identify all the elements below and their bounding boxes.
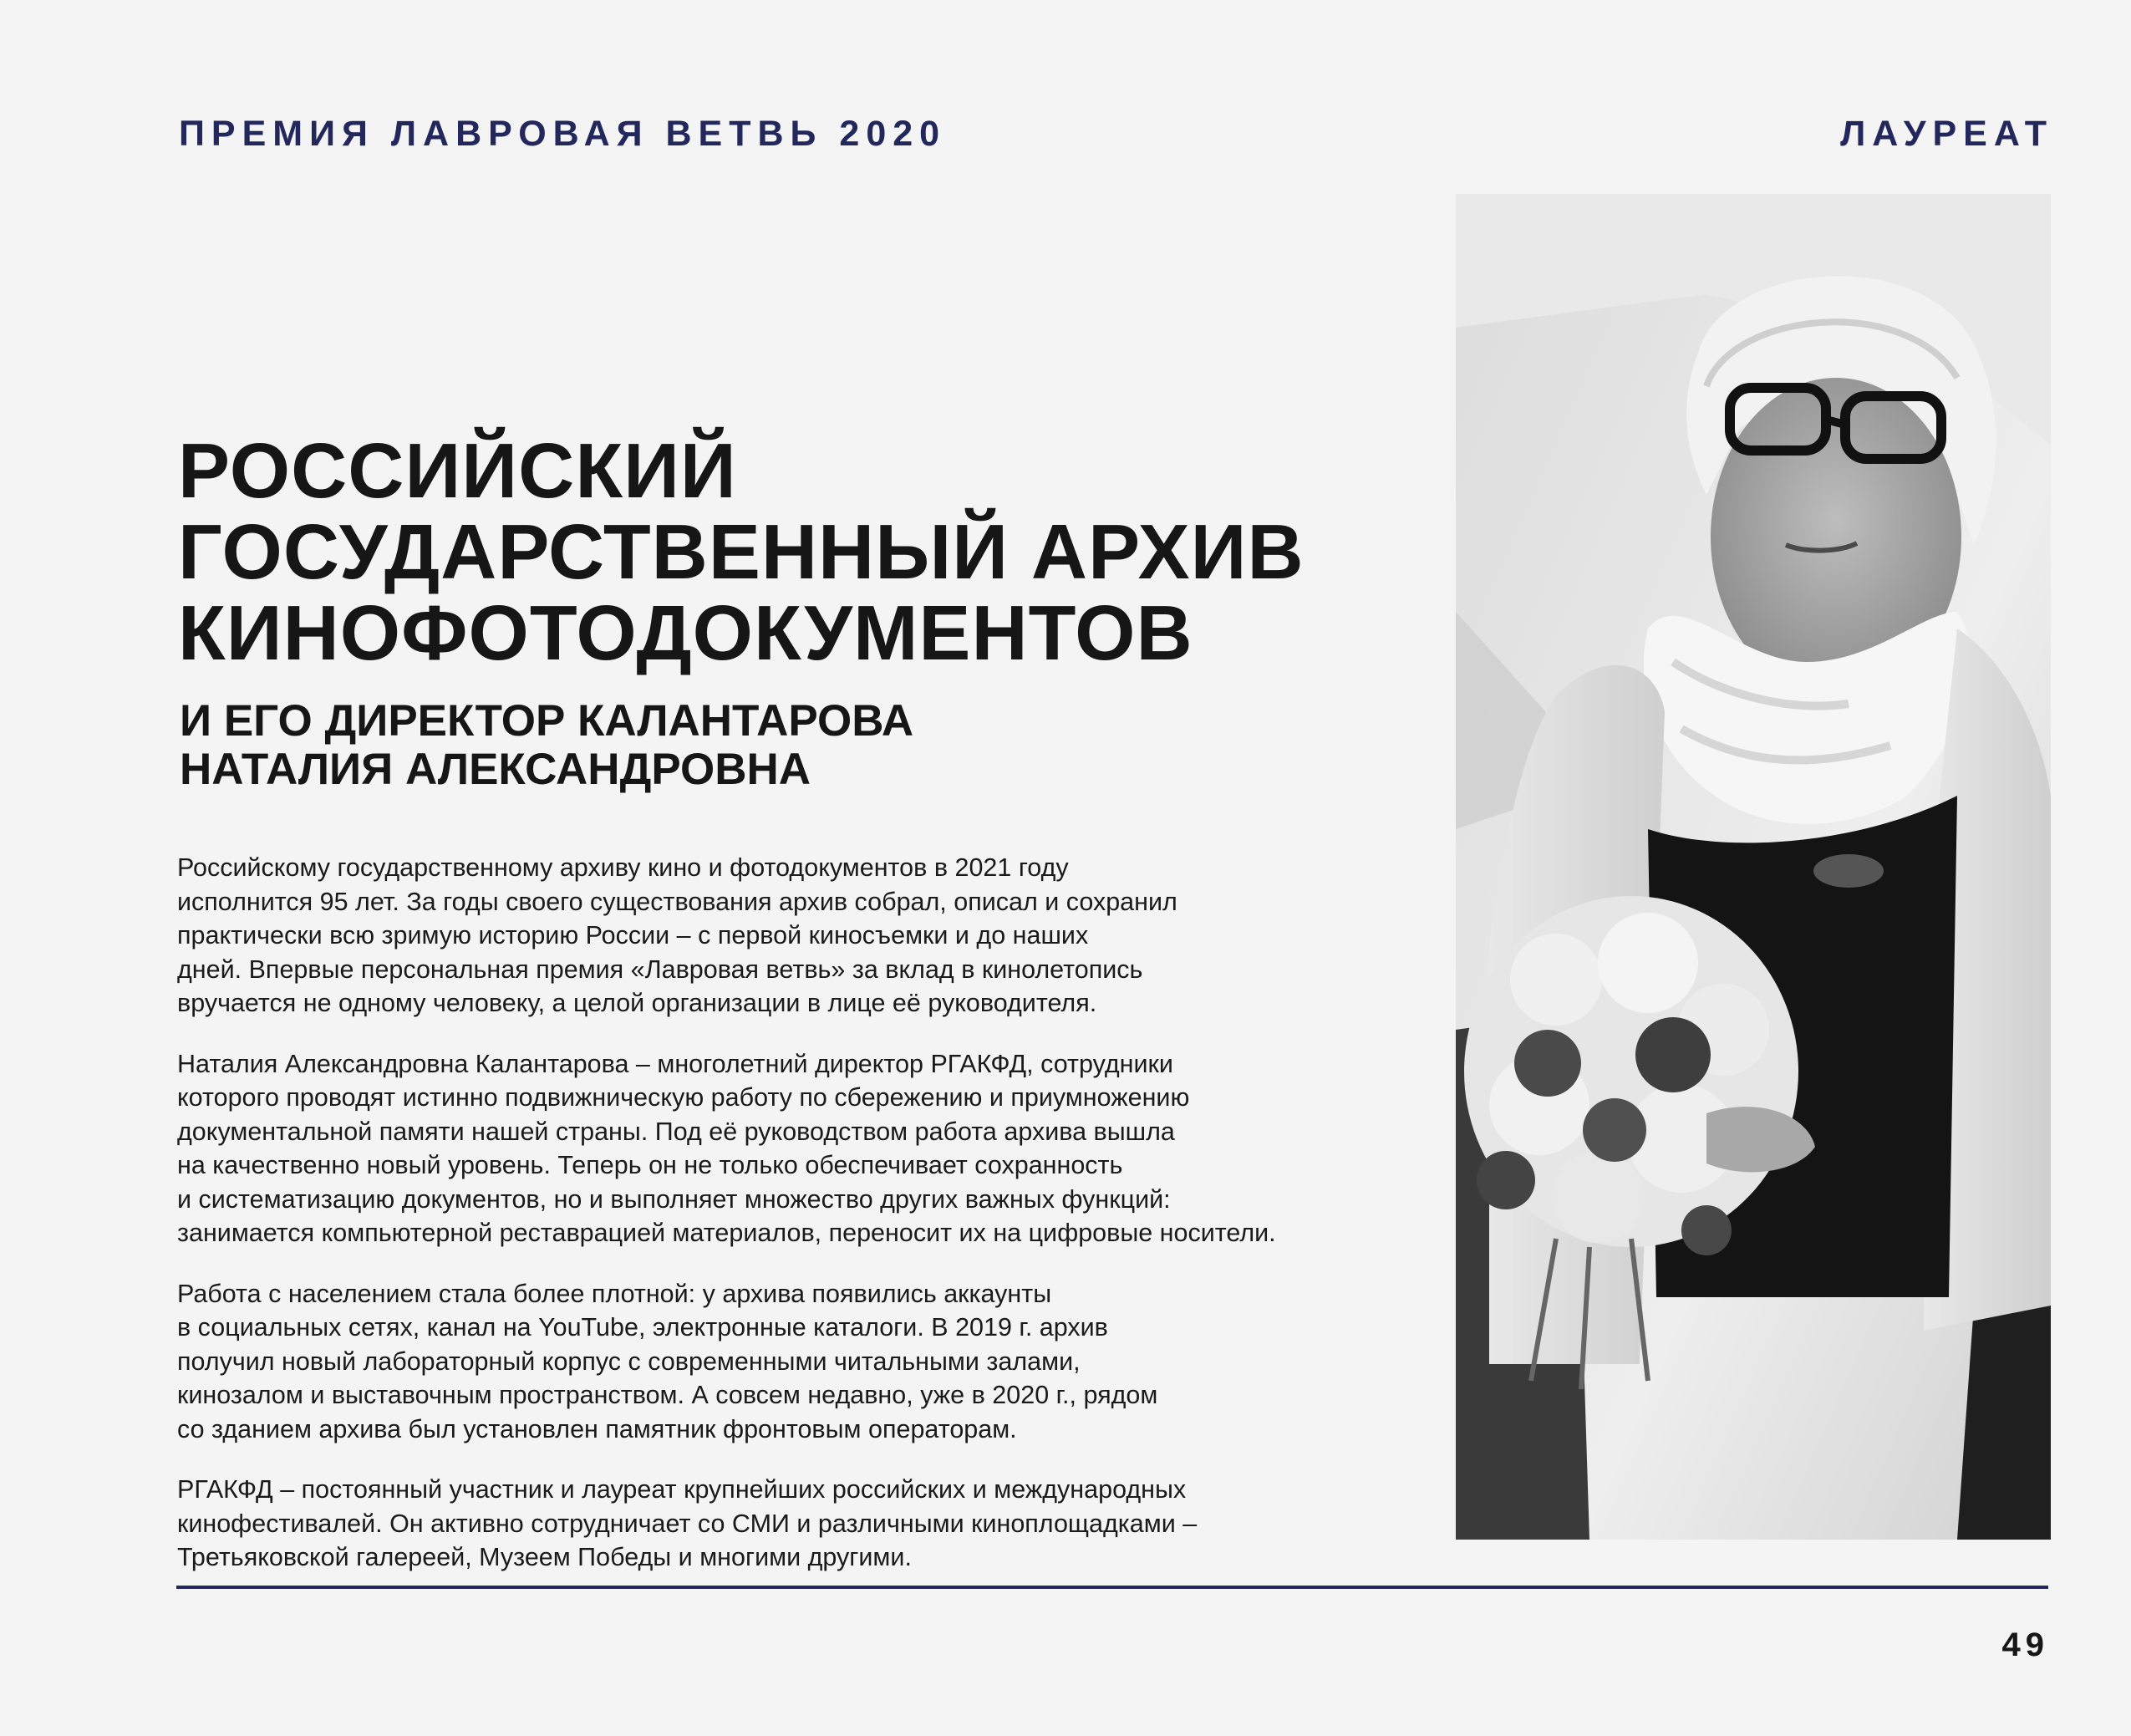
paragraph-festivals <box>177 1473 1447 1575</box>
text-line: которого проводят истинно подвижническую работу по сбережению и приумножению <box>177 1083 1190 1112</box>
paragraph-intro <box>177 851 1447 1021</box>
text-line: Третьяковской галереей, Музеем Победы и многими другими. <box>177 1543 912 1571</box>
article-subtitle <box>180 697 1224 794</box>
text-line: в социальных сетях, канал на YouTube, электронные каталоги. В 2019 г. архив <box>177 1313 1108 1341</box>
running-head-laureate: ЛАУРЕАТ <box>1840 114 2053 154</box>
text-line: вручается не одному человеку, а целой организации в лице её руководителя. <box>177 989 1097 1017</box>
title-line: РОССИЙСКИЙ <box>178 427 737 514</box>
text-line: Российскому государственному архиву кино и фотодокументов в 2021 году <box>177 853 1069 882</box>
running-head-award: ПРЕМИЯ ЛАВРОВАЯ ВЕТВЬ 2020 <box>179 114 947 154</box>
text-line: практически всю зримую историю России – с первой киносъемки и до наших <box>177 921 1089 949</box>
text-line: Наталия Александровна Калантарова – многолетний директор РГАКФД, сотрудники <box>177 1049 1173 1078</box>
portrait-photo <box>1456 194 2051 1540</box>
footer-divider <box>176 1586 2048 1589</box>
article-title <box>178 427 1415 676</box>
text-line: кинозалом и выставочным пространством. А совсем недавно, уже в 2020 г., рядом <box>177 1381 1158 1409</box>
text-line: получил новый лабораторный корпус с современными читальными залами, <box>177 1347 1081 1376</box>
text-line: на качественно новый уровень. Теперь он не только обеспечивает сохранность <box>177 1151 1123 1179</box>
paragraph-director <box>177 1047 1447 1250</box>
text-line: дней. Впервые персональная премия «Лавровая ветвь» за вклад в кинолетопись <box>177 955 1143 984</box>
subtitle-line: И ЕГО ДИРЕКТОР КАЛАНТАРОВА <box>180 696 914 746</box>
text-line: Работа с населением стала более плотной: у архива появились аккаунты <box>177 1279 1052 1308</box>
portrait-illustration <box>1456 194 2051 1540</box>
text-line: занимается компьютерной реставрацией материалов, переносит их на цифровые носители. <box>177 1219 1276 1247</box>
text-line: и систематизацию документов, но и выполняет множество других важных функций: <box>177 1184 1171 1214</box>
paragraph-outreach <box>177 1277 1447 1447</box>
subtitle-line: НАТАЛИЯ АЛЕКСАНДРОВНА <box>180 745 811 794</box>
text-line: со зданием архива был установлен памятник фронтовым операторам. <box>177 1414 1017 1443</box>
title-line: ГОСУДАРСТВЕННЫЙ АРХИВ <box>178 508 1305 595</box>
page-number: 49 <box>2001 1627 2049 1663</box>
text-line: кинофестивалей. Он активно сотрудничает со СМИ и различными киноплощадками – <box>177 1509 1198 1538</box>
text-line: документальной памяти нашей страны. Под её руководством работа архива вышла <box>177 1117 1175 1146</box>
text-line: РГАКФД – постоянный участник и лауреат крупнейших российских и международных <box>177 1475 1187 1504</box>
article-body <box>177 851 1447 1601</box>
title-line: КИНОФОТОДОКУМЕНТОВ <box>178 589 1193 676</box>
text-line: исполнится 95 лет. За годы своего существования архив собрал, описал и сохранил <box>177 887 1177 916</box>
